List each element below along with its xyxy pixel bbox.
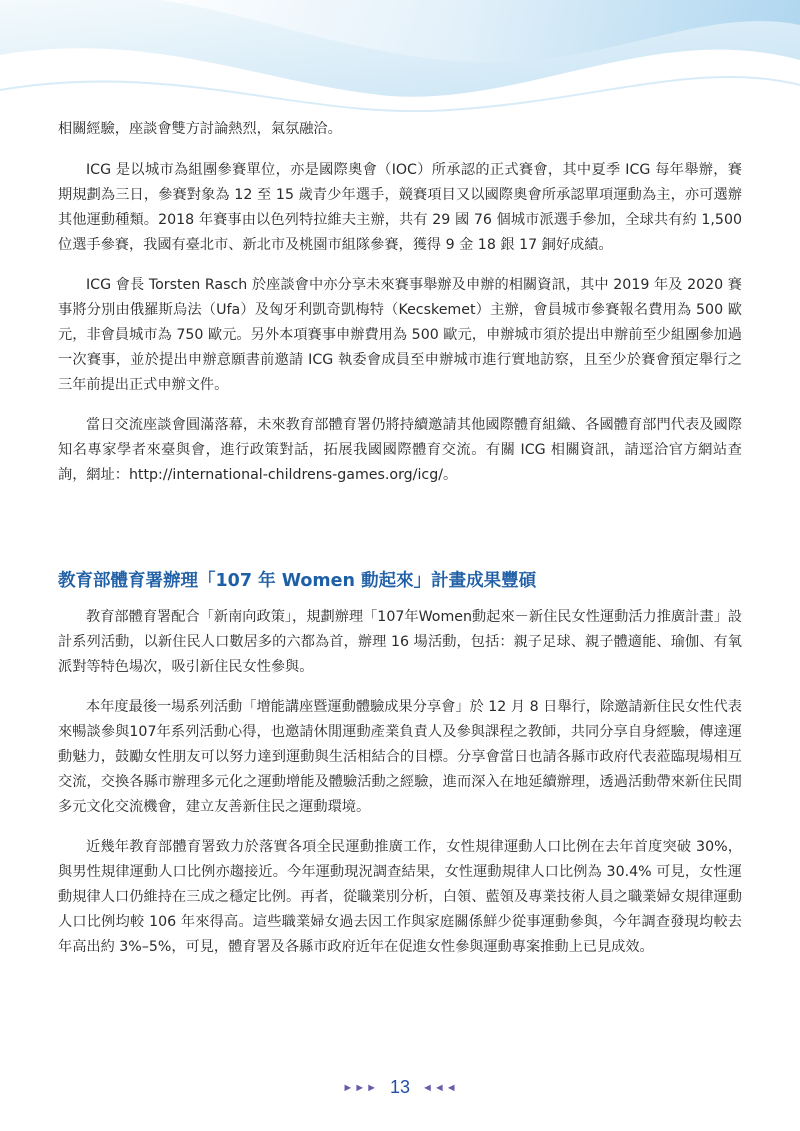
paragraph-section-3: 近幾年教育部體育署致力於落實各項全民運動推廣工作，女性規律運動人口比例在去年首度突破 30%，與男性規律運動人口比例亦趨接近。今年運動現況調查結果，女性運動規律人口比例為 30.4% 可見，女性運動規律人口仍維持在三成之穩定比例。再者，從職業別分析，白領、藍領及專業技術人員之職業婦女規律運動人口比例均較 106 年來得高。這些職業婦女過去因工作與家庭關係鮮少從事運動參與，今年調查發現均較去年高出約 3%–5%，可見，體育署及各縣市政府近年在促進女性參與運動專案推動上已見成效。 — [58, 839, 742, 955]
paragraph-icg-intro: ICG 是以城市為組團參賽單位，亦是國際奧會（IOC）所承認的正式賽會，其中夏季 ICG 每年舉辦，賽期規劃為三日，參賽對象為 12 至 15 歲青少年選手，競賽項目又以國際奧會所承認單項運動為主，亦可選辦其他運動種類。2018 年賽事由以色列特拉維夫主辦，共有 29 國 76 個城市派選手參加，全球共有約 1,500 位選手參賽，我國有臺北市、新北市及桃園市組隊參賽，獲得 9 金 18 銀 17 銅好成績。 — [58, 162, 742, 253]
page-number: 13 — [389, 1077, 411, 1097]
paragraph-section-1: 教育部體育署配合「新南向政策」，規劃辦理「107年Women動起來－新住民女性運動活力推廣計畫」設計系列活動，以新住民人口數居多的六都為首，辦理 16 場活動，包括：親子足球、親子體適能、瑜伽、有氧派對等特色場次，吸引新住民女性參與。 — [58, 609, 742, 675]
paragraph-icg-president: ICG 會長 Torsten Rasch 於座談會中亦分享未來賽事舉辦及申辦的相關資訊，其中 2019 年及 2020 賽事將分別由俄羅斯烏法（Ufa）及匈牙利凱奇凱梅特（Kecskemet）主辦，會員城市參賽報名費用為 500 歐元，非會員城市為 750 歐元。另外本項賽事申辦費用為 500 歐元，申辦城市須於提出申辦前至少組團參加過一次賽事，並於提出申辦意願書前邀請 ICG 執委會成員至申辦城市進行實地訪察，且至少於賽會預定舉行之三年前提出正式申辦文件。 — [58, 277, 742, 393]
paragraph-closing: 當日交流座談會圓滿落幕，未來教育部體育署仍將持續邀請其他國際體育組織、各國體育部門代表及國際知名專家學者來臺與會，進行政策對話，拓展我國國際體育交流。有關 ICG 相關資訊，請逕洽官方網站查詢，網址：http://international-childrens-games.org/icg/。 — [58, 417, 742, 483]
page-content — [58, 117, 742, 975]
section-title: 教育部體育署辦理「107 年 Women 動起來」計畫成果豐碩 — [58, 571, 537, 591]
paragraph-section-2: 本年度最後一場系列活動「增能講座暨運動體驗成果分享會」於 12 月 8 日舉行，除邀請新住民女性代表來暢談參與107年系列活動心得，也邀請休閒運動產業負責人及參與課程之教師，共同分享自身經驗，傳達運動魅力，鼓勵女性朋友可以努力達到運動與生活相結合的目標。分享會當日也請各縣市政府代表蒞臨現場相互交流，交換各縣市辦理多元化之運動增能及體驗活動之經驗，進而深入在地延續辦理，透過活動帶來新住民間多元文化交流機會，建立友善新住民之運動環境。 — [58, 699, 742, 815]
right-arrows-icon: ◄◄◄ — [422, 1082, 458, 1094]
paragraph-continuation: 相關經驗，座談會雙方討論熱烈，氣氛融洽。 — [58, 121, 342, 137]
left-arrows-icon: ►►► — [342, 1082, 378, 1094]
page-footer — [0, 1077, 800, 1098]
